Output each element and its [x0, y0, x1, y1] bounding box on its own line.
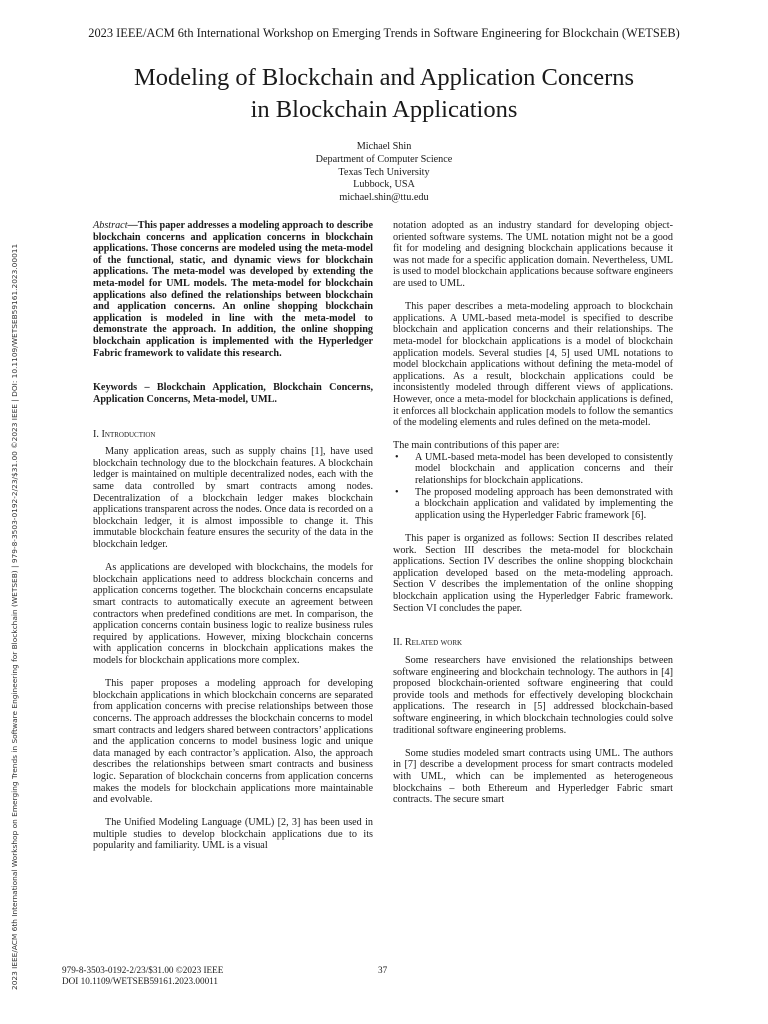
author-name: Michael Shin [356, 141, 412, 152]
keywords: Keywords – Blockchain Application, Blockchain Concerns, Application Concerns, Meta-model, UML. [93, 382, 373, 405]
body-paragraph: This paper describes a meta-modeling approach to blockchain applications. A UML-based meta-model is specified to describe blockchain and application concerns and their relationships. The meta-model for blockchain applications is a model of blockchain application models. Several studies [4, 5] used UML notations to model blockchain applications without defining the meta-model of applications. As a result, blockchain applications could be inconsistently modeled through different views of applications. However, once a meta-model for blockchain applications is defined, it enforces all blockchain application models to follow the semantics of the modeling elements and rules defined on the meta-model. [393, 301, 673, 429]
list-item [393, 452, 673, 487]
body-paragraph: The Unified Modeling Language (UML) [2, 3] has been used in multiple studies to develop blockchain applications due to its popularity and familiarity. UML is a visual [93, 817, 373, 852]
section-number: I. [93, 428, 99, 440]
section-heading-related-work [393, 637, 673, 649]
bullet-icon: • [395, 451, 399, 463]
body-paragraph: Many application areas, such as supply chains [1], have used blockchain technology due to the blockchain features. A blockchain ledger is maintained on multiple decentralized nodes, each with the same data controlled by smart contracts among nodes. Decentralization of a blockchain ledger makes blockchain applications transparent across the nodes. Once data is recorded on a blockchain ledger, it is almost impossible to change it. This immutable blockchain feature ensures the security of the data in the blockchain ledger. [93, 446, 373, 551]
body-paragraph: This paper proposes a modeling approach for developing blockchain applications in which blockchain concerns are separated from application concerns with precise relationships between those concerns. The approach addresses the blockchain concerns to model smart contracts and ledgers shared between contractors’ applications and the application concerns to model business logic and unique data managed by each contractor’s application. Also, the approach describes the relationships between smart contracts and business logic. Separation of blockchain concerns from application concerns makes the models for blockchain applications more maintainable and evolvable. [93, 678, 373, 806]
abstract-text: —This paper addresses a modeling approach to describe blockchain concerns and application concerns in blockchain applications. Those concerns are modeled using the meta-model of the functional, static, and dynamic views for blockchain applications. The meta-model was developed by extending the meta-model for UML models. The meta-model for blockchain applications also defined the relationships between blockchain and application concerns. An online shopping blockchain application is modeled in line with the meta-model to demonstrate the approach. In addition, the online shopping blockchain application is implemented with the Hyperledger Fabric framework to validate this research. [93, 220, 373, 359]
section-title: Related work [404, 637, 463, 649]
body-paragraph: Some researchers have envisioned the relationships between software engineering and blockchain technology. The authors in [4] proposed blockchain-oriented software engineering that could provide tools and methods for effectively developing blockchain applications. The research in [5] addressed blockchain-based software engineering, in which blockchain technologies could solve traditional software engineering problems. [393, 654, 673, 736]
author-block [0, 141, 768, 205]
paper-title [60, 62, 708, 126]
section-number: II. [393, 637, 403, 649]
footer-copyright [62, 965, 223, 987]
body-paragraph: This paper is organized as follows: Section II describes related work. Section III describes the meta-model for blockchain applications. Section IV describes the online shopping blockchain application developed based on the meta-modeling approach. Section V describes the implementation of the online shopping blockchain application using the Hyperledger Fabric framework. Section VI concludes the paper. [393, 533, 673, 614]
left-column [93, 220, 373, 852]
contributions-intro: The main contributions of this paper are: [393, 440, 560, 452]
body-paragraph: As applications are developed with blockchains, the models for blockchain applications need to address blockchain concerns and application concerns together. The blockchain concerns encapsulate smart contracts to automatically execute an agreement between contractors when predefined conditions are met. In comparison, the application concerns contain business logic to realize business rules required by applications. However, mixing blockchain concerns with application concerns in blockchain applications makes the models for blockchain applications more complex. [93, 562, 373, 666]
list-item-text: A UML-based meta-model has been developed to consistently model blockchain and application concerns and their relationships for blockchain applications. [415, 451, 673, 487]
side-citation-strip: 2023 IEEE/ACM 6th International Workshop on Emerging Trends in Software Engineering for Blockchain (WETSEB) | 979-8-3503-0192-2/23/$31.00 ©2023 IEEE | DOI: 10.1109/WETSEB59161.2023.00011 [10, 243, 19, 990]
list-item [393, 487, 673, 522]
right-column [393, 220, 673, 806]
section-title: Introduction [101, 428, 156, 440]
paper-title-line-2: in Blockchain Applications [250, 96, 518, 123]
abstract [93, 220, 373, 359]
page-number: 37 [378, 965, 388, 975]
author-location: Lubbock, USA [353, 179, 415, 191]
author-department: Department of Computer Science [315, 153, 453, 165]
author-email[interactable]: michael.shin@ttu.edu [339, 192, 429, 204]
bullet-icon: • [395, 486, 399, 498]
conference-header: 2023 IEEE/ACM 6th International Workshop on Emerging Trends in Software Engineering for Blockchain (WETSEB) [88, 26, 680, 40]
section-heading-introduction [93, 429, 373, 441]
footer-doi: DOI 10.1109/WETSEB59161.2023.00011 [62, 976, 219, 986]
abstract-lead: Abstract [93, 220, 128, 231]
body-paragraph: Some studies modeled smart contracts using UML. The authors in [7] describe a development process for smart contracts modeled with UML, which can be implemented as heterogeneous blockchains – both Ethereum and Hyperledger Fabric smart contracts. The secure smart [393, 747, 673, 806]
body-paragraph-continued: notation adopted as an industry standard for developing object-oriented software systems. The UML notation might not be a good fit for modeling and designing blockchain applications because it was not made for a specific application domain. Nevertheless, UML is used to model blockchain applications because software engineers are used to UML. [393, 220, 673, 289]
list-item-text: The proposed modeling approach has been demonstrated with a blockchain application and validated by implementing the application using the Hyperledger Fabric framework [6]. [415, 486, 673, 521]
paper-title-line-1: Modeling of Blockchain and Application Concerns [133, 64, 635, 91]
contributions-list [393, 452, 673, 522]
author-university: Texas Tech University [338, 166, 430, 178]
footer-isbn: 979-8-3503-0192-2/23/$31.00 ©2023 IEEE [62, 965, 224, 975]
